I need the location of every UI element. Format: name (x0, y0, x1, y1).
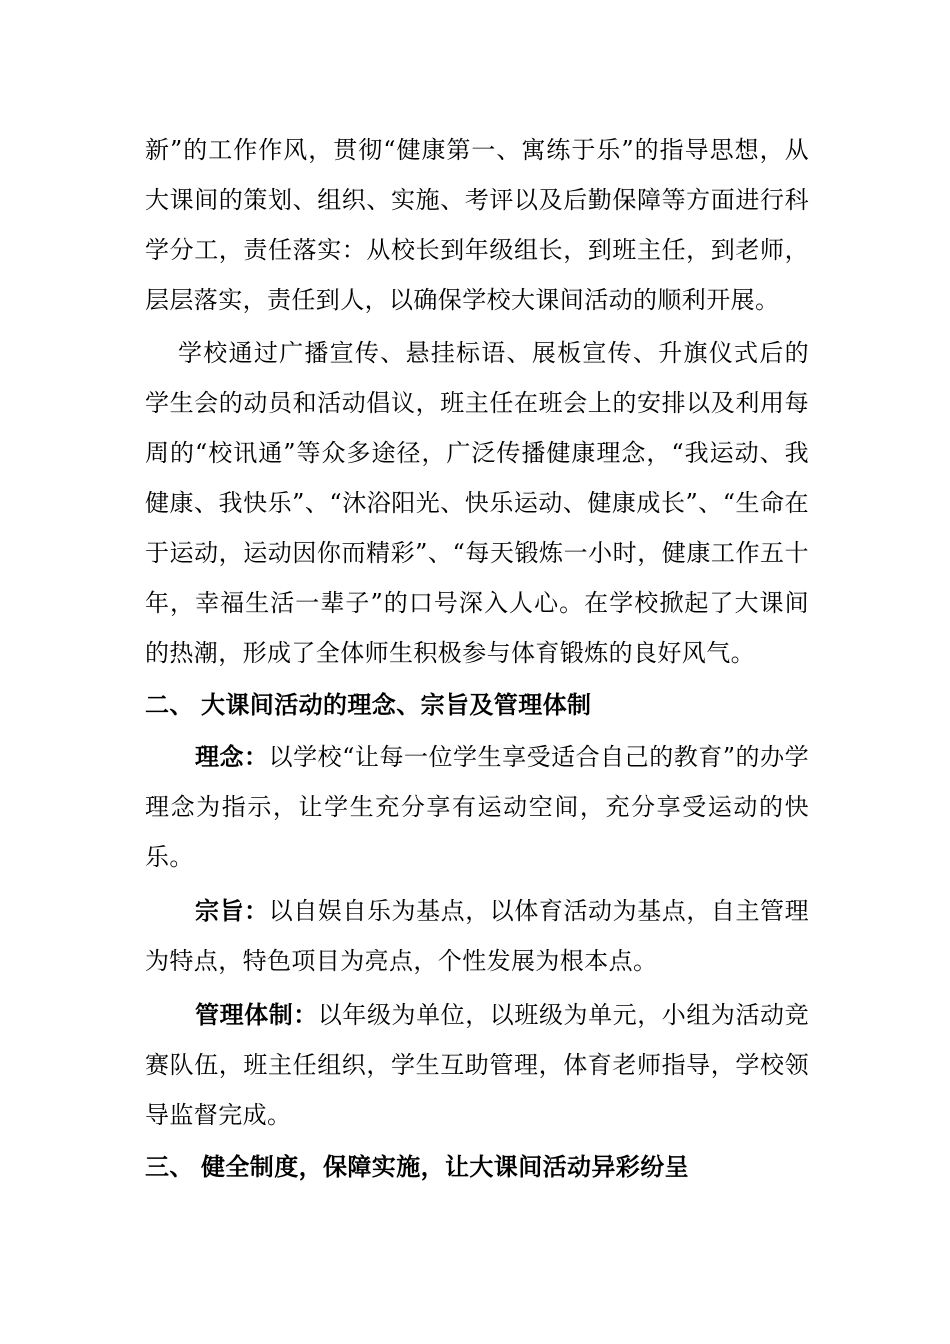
purpose-label: 宗旨： (195, 896, 269, 925)
section-title-2: 大课间活动的理念、宗旨及管理体制 (201, 690, 592, 719)
paragraph-work-style: 新”的工作作风，贯彻“健康第一、寓练于乐”的指导思想，从大课间的策划、组织、实施、考评以及后勤保障等方面进行科学分工，责任落实：从校长到年级组长，到班主任，到老师，层层落实，责任到人，以确保学校大课间活动的顺利开展。 (145, 136, 809, 314)
concept-label: 理念： (195, 742, 269, 771)
purpose-text: 以自娱自乐为基点，以体育活动为基点，自主管理为特点，特色项目为亮点，个性发展为根本点。 (145, 897, 809, 975)
section-heading-3 (145, 1142, 809, 1192)
section-title-3: 健全制度，保障实施，让大课间活动异彩纷呈 (201, 1152, 689, 1181)
paragraph-purpose (145, 886, 809, 986)
section-number-2: 二、 (145, 690, 194, 719)
concept-text: 以学校“让每一位学生享受适合自己的教育”的办学理念为指示，让学生充分享有运动空间，充分享受运动的快乐。 (145, 743, 809, 871)
paragraph-management (145, 990, 809, 1140)
management-text: 以年级为单位，以班级为单元，小组为活动竞赛队伍，班主任组织，学生互助管理，体育老师指导，学校领导监督完成。 (145, 1001, 810, 1129)
document-body (145, 125, 809, 1194)
paragraph-publicity: 学校通过广播宣传、悬挂标语、展板宣传、升旗仪式后的学生会的动员和活动倡议，班主任在班会上的安排以及利用每周的“校讯通”等众多途径，广泛传播健康理念，“我运动、我健康、我快乐”、“沐浴阳光、快乐运动、健康成长”、“生命在于运动，运动因你而精彩”、“每天锻炼一小时，健康工作五十年，幸福生活一辈子”的口号深入人心。在学校掀起了大课间的热潮，形成了全体师生积极参与体育锻炼的良好风气。 (145, 339, 809, 667)
section-heading-2 (145, 680, 809, 730)
management-label: 管理体制： (195, 1000, 318, 1029)
paragraph-concept (145, 732, 809, 882)
section-number-3: 三、 (145, 1152, 194, 1181)
